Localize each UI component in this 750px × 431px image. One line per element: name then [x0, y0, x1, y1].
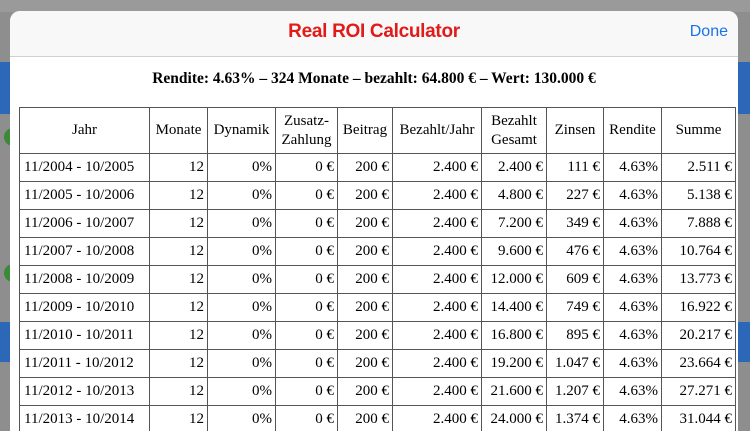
cell-jahr: 11/2006 - 10/2007	[20, 210, 150, 238]
cell-monate: 12	[150, 350, 208, 378]
cell-bezahlt-gesamt: 7.200 €	[482, 210, 547, 238]
cell-bezahlt-jahr: 2.400 €	[393, 294, 482, 322]
cell-rendite: 4.63%	[604, 406, 662, 431]
cell-monate: 12	[150, 406, 208, 431]
col-header-line: Zusatz-	[284, 113, 329, 129]
col-header-bezahlt-jahr: Bezahlt/Jahr	[393, 108, 482, 154]
col-header-line: Gesamt	[491, 132, 537, 148]
cell-beitrag: 200 €	[338, 350, 393, 378]
cell-bezahlt-jahr: 2.400 €	[393, 406, 482, 431]
cell-zusatz-zahlung: 0 €	[276, 238, 338, 266]
cell-bezahlt-gesamt: 24.000 €	[482, 406, 547, 431]
cell-beitrag: 200 €	[338, 154, 393, 182]
cell-zinsen: 895 €	[547, 322, 604, 350]
cell-bezahlt-gesamt: 12.000 €	[482, 266, 547, 294]
cell-summe: 16.922 €	[662, 294, 736, 322]
table-row	[20, 266, 736, 294]
col-header-jahr: Jahr	[20, 108, 150, 154]
cell-monate: 12	[150, 378, 208, 406]
table-row	[20, 210, 736, 238]
cell-jahr: 11/2011 - 10/2012	[20, 350, 150, 378]
cell-zinsen: 1.047 €	[547, 350, 604, 378]
cell-summe: 23.664 €	[662, 350, 736, 378]
cell-zusatz-zahlung: 0 €	[276, 266, 338, 294]
cell-zinsen: 349 €	[547, 210, 604, 238]
cell-zusatz-zahlung: 0 €	[276, 154, 338, 182]
cell-beitrag: 200 €	[338, 238, 393, 266]
cell-dynamik: 0%	[208, 238, 276, 266]
cell-bezahlt-jahr: 2.400 €	[393, 182, 482, 210]
col-header-beitrag: Beitrag	[338, 108, 393, 154]
cell-summe: 10.764 €	[662, 238, 736, 266]
cell-rendite: 4.63%	[604, 266, 662, 294]
cell-monate: 12	[150, 266, 208, 294]
table-row	[20, 294, 736, 322]
col-header-line: Bezahlt	[491, 113, 537, 129]
cell-beitrag: 200 €	[338, 322, 393, 350]
cell-bezahlt-gesamt: 16.800 €	[482, 322, 547, 350]
cell-bezahlt-jahr: 2.400 €	[393, 378, 482, 406]
cell-summe: 20.217 €	[662, 322, 736, 350]
cell-summe: 31.044 €	[662, 406, 736, 431]
col-header-monate: Monate	[150, 108, 208, 154]
cell-beitrag: 200 €	[338, 266, 393, 294]
cell-zinsen: 1.374 €	[547, 406, 604, 431]
cell-jahr: 11/2010 - 10/2011	[20, 322, 150, 350]
table-row	[20, 154, 736, 182]
table-body	[20, 154, 736, 431]
table-row	[20, 378, 736, 406]
roi-table-container[interactable]	[19, 107, 736, 431]
table-row	[20, 182, 736, 210]
done-button[interactable]: Done	[690, 23, 728, 41]
cell-monate: 12	[150, 322, 208, 350]
cell-dynamik: 0%	[208, 378, 276, 406]
cell-bezahlt-gesamt: 9.600 €	[482, 238, 547, 266]
cell-monate: 12	[150, 182, 208, 210]
cell-zinsen: 476 €	[547, 238, 604, 266]
col-header-line: Zahlung	[282, 132, 332, 148]
cell-bezahlt-gesamt: 2.400 €	[482, 154, 547, 182]
cell-dynamik: 0%	[208, 154, 276, 182]
cell-dynamik: 0%	[208, 406, 276, 431]
cell-beitrag: 200 €	[338, 406, 393, 431]
table-row	[20, 322, 736, 350]
roi-modal-sheet	[10, 11, 738, 431]
table-row	[20, 406, 736, 431]
cell-zusatz-zahlung: 0 €	[276, 294, 338, 322]
cell-monate: 12	[150, 294, 208, 322]
cell-bezahlt-gesamt: 21.600 €	[482, 378, 547, 406]
cell-dynamik: 0%	[208, 322, 276, 350]
cell-zusatz-zahlung: 0 €	[276, 322, 338, 350]
col-header-zusatz-zahlung	[276, 108, 338, 154]
cell-dynamik: 0%	[208, 266, 276, 294]
col-header-summe: Summe	[662, 108, 736, 154]
cell-monate: 12	[150, 238, 208, 266]
modal-title: Real ROI Calculator	[10, 21, 738, 43]
cell-dynamik: 0%	[208, 294, 276, 322]
cell-zusatz-zahlung: 0 €	[276, 182, 338, 210]
cell-monate: 12	[150, 154, 208, 182]
cell-bezahlt-jahr: 2.400 €	[393, 154, 482, 182]
cell-bezahlt-jahr: 2.400 €	[393, 210, 482, 238]
cell-rendite: 4.63%	[604, 210, 662, 238]
cell-bezahlt-gesamt: 4.800 €	[482, 182, 547, 210]
cell-dynamik: 0%	[208, 350, 276, 378]
cell-rendite: 4.63%	[604, 294, 662, 322]
cell-rendite: 4.63%	[604, 182, 662, 210]
col-header-bezahlt-gesamt	[482, 108, 547, 154]
cell-jahr: 11/2004 - 10/2005	[20, 154, 150, 182]
cell-bezahlt-gesamt: 19.200 €	[482, 350, 547, 378]
cell-rendite: 4.63%	[604, 154, 662, 182]
cell-beitrag: 200 €	[338, 210, 393, 238]
col-header-dynamik: Dynamik	[208, 108, 276, 154]
cell-zinsen: 749 €	[547, 294, 604, 322]
cell-zinsen: 227 €	[547, 182, 604, 210]
cell-summe: 13.773 €	[662, 266, 736, 294]
cell-summe: 27.271 €	[662, 378, 736, 406]
cell-zinsen: 111 €	[547, 154, 604, 182]
cell-zusatz-zahlung: 0 €	[276, 210, 338, 238]
cell-monate: 12	[150, 210, 208, 238]
cell-jahr: 11/2012 - 10/2013	[20, 378, 150, 406]
cell-jahr: 11/2009 - 10/2010	[20, 294, 150, 322]
cell-zusatz-zahlung: 0 €	[276, 378, 338, 406]
cell-beitrag: 200 €	[338, 294, 393, 322]
cell-jahr: 11/2008 - 10/2009	[20, 266, 150, 294]
cell-rendite: 4.63%	[604, 378, 662, 406]
cell-bezahlt-jahr: 2.400 €	[393, 350, 482, 378]
cell-summe: 5.138 €	[662, 182, 736, 210]
cell-bezahlt-jahr: 2.400 €	[393, 238, 482, 266]
cell-zinsen: 609 €	[547, 266, 604, 294]
roi-table	[19, 107, 736, 431]
cell-zusatz-zahlung: 0 €	[276, 350, 338, 378]
cell-beitrag: 200 €	[338, 182, 393, 210]
col-header-rendite: Rendite	[604, 108, 662, 154]
cell-zinsen: 1.207 €	[547, 378, 604, 406]
col-header-zinsen: Zinsen	[547, 108, 604, 154]
cell-bezahlt-gesamt: 14.400 €	[482, 294, 547, 322]
cell-rendite: 4.63%	[604, 322, 662, 350]
table-row	[20, 350, 736, 378]
cell-jahr: 11/2013 - 10/2014	[20, 406, 150, 431]
cell-summe: 2.511 €	[662, 154, 736, 182]
cell-zusatz-zahlung: 0 €	[276, 406, 338, 431]
cell-beitrag: 200 €	[338, 378, 393, 406]
cell-jahr: 11/2007 - 10/2008	[20, 238, 150, 266]
table-row	[20, 238, 736, 266]
summary-text: Rendite: 4.63% – 324 Monate – bezahlt: 64.800 € – Wert: 130.000 €	[10, 70, 738, 94]
modal-navbar	[10, 11, 738, 57]
cell-dynamik: 0%	[208, 210, 276, 238]
cell-dynamik: 0%	[208, 182, 276, 210]
cell-jahr: 11/2005 - 10/2006	[20, 182, 150, 210]
cell-summe: 7.888 €	[662, 210, 736, 238]
cell-bezahlt-jahr: 2.400 €	[393, 322, 482, 350]
cell-bezahlt-jahr: 2.400 €	[393, 266, 482, 294]
cell-rendite: 4.63%	[604, 350, 662, 378]
cell-rendite: 4.63%	[604, 238, 662, 266]
table-header-row	[20, 108, 736, 154]
